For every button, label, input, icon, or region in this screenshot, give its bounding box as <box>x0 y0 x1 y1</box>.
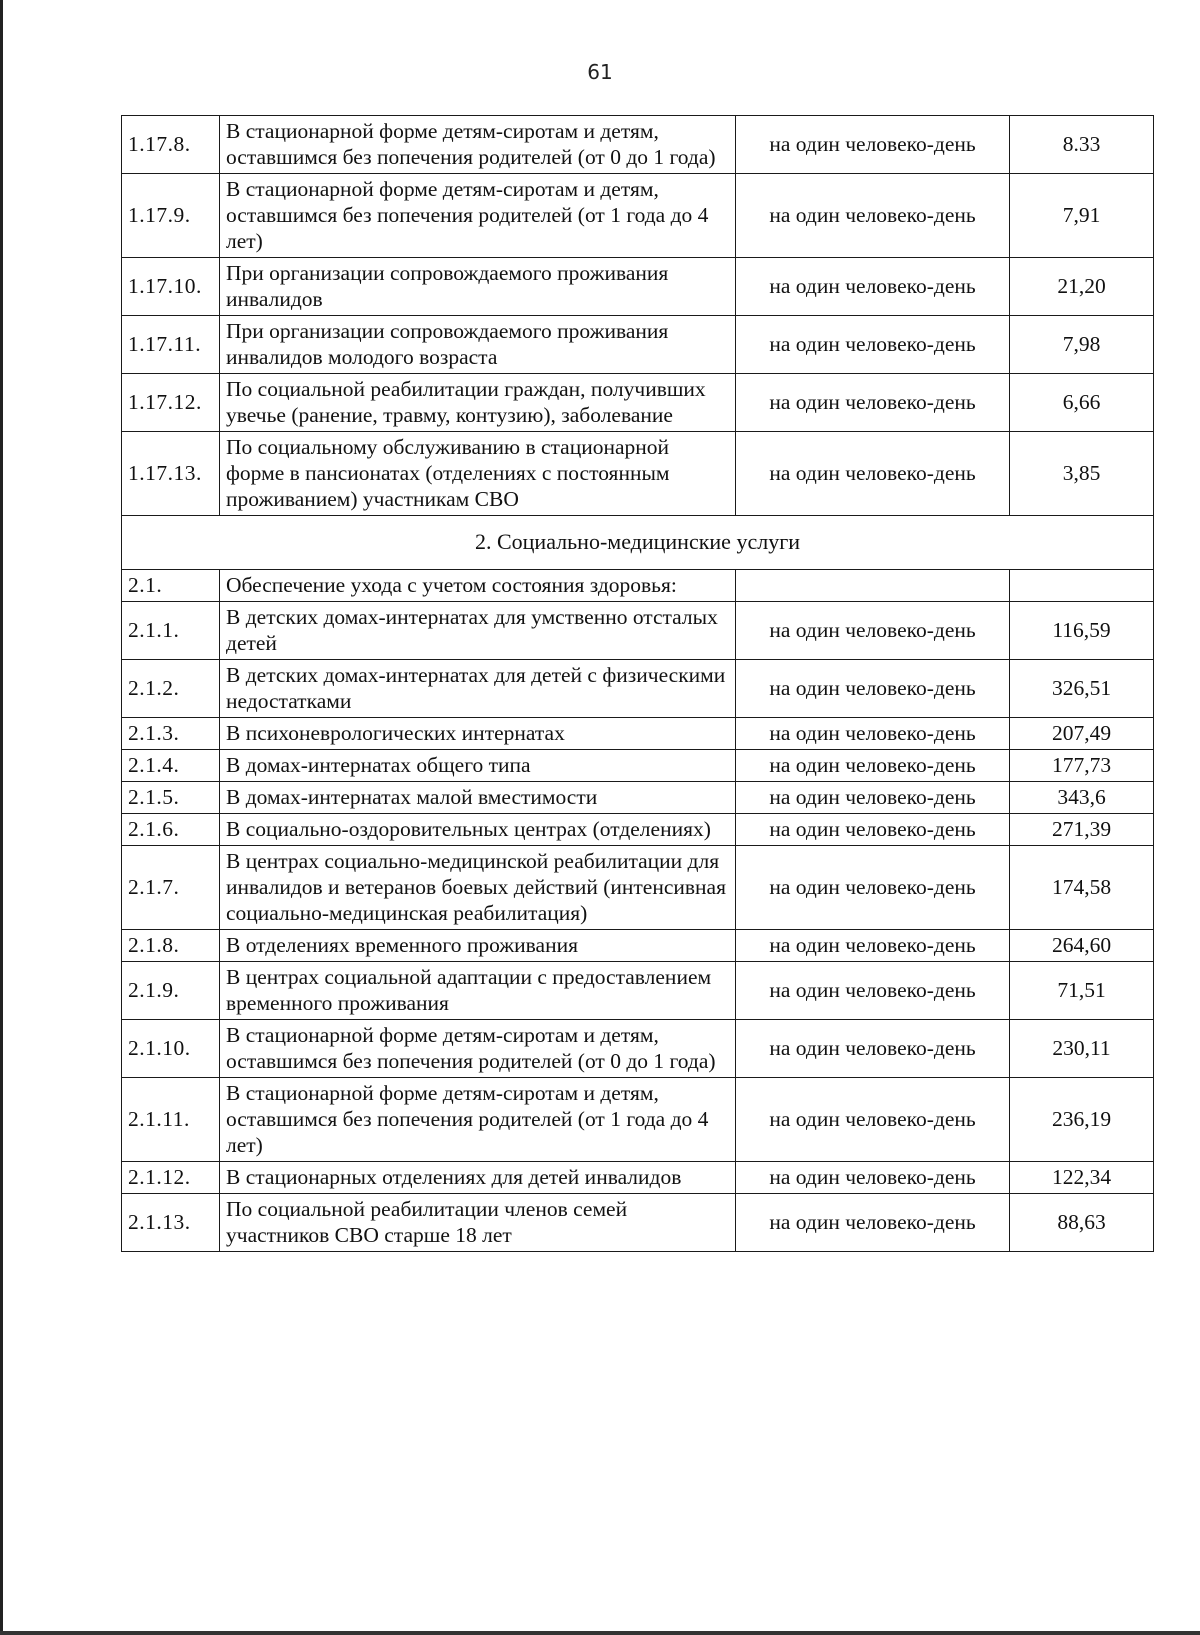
scan-left-edge <box>0 0 3 1635</box>
tariff-value: 122,34 <box>1010 1162 1154 1194</box>
item-number: 1.17.10. <box>122 258 220 316</box>
tariff-value: 264,60 <box>1010 930 1154 962</box>
table-row <box>122 316 1154 374</box>
page-number: 61 <box>587 60 613 84</box>
table-row <box>122 432 1154 516</box>
unit-of-measure: на один человеко-день <box>736 602 1010 660</box>
table-row <box>122 374 1154 432</box>
tariff-table-body <box>122 116 1154 1252</box>
unit-of-measure: на один человеко-день <box>736 258 1010 316</box>
table-row <box>122 1020 1154 1078</box>
item-number: 2.1. <box>122 570 220 602</box>
tariff-value: 174,58 <box>1010 846 1154 930</box>
service-name: В стационарных отделениях для детей инвалидов <box>220 1162 736 1194</box>
table-row <box>122 718 1154 750</box>
service-name: В отделениях временного проживания <box>220 930 736 962</box>
tariff-value: 326,51 <box>1010 660 1154 718</box>
item-number: 2.1.11. <box>122 1078 220 1162</box>
table-row <box>122 570 1154 602</box>
tariff-value: 230,11 <box>1010 1020 1154 1078</box>
service-name: В детских домах-интернатах для детей с физическими недостатками <box>220 660 736 718</box>
unit-of-measure: на один человеко-день <box>736 660 1010 718</box>
item-number: 2.1.3. <box>122 718 220 750</box>
service-name: В центрах социально-медицинской реабилитации для инвалидов и ветеранов боевых действий (интенсивная социально-медицинская реабилитация) <box>220 846 736 930</box>
table-row <box>122 782 1154 814</box>
table-row <box>122 1162 1154 1194</box>
item-number: 2.1.4. <box>122 750 220 782</box>
service-name: В центрах социальной адаптации с предоставлением временного проживания <box>220 962 736 1020</box>
tariff-value: 71,51 <box>1010 962 1154 1020</box>
tariff-value: 177,73 <box>1010 750 1154 782</box>
tariff-value: 207,49 <box>1010 718 1154 750</box>
unit-of-measure: на один человеко-день <box>736 1078 1010 1162</box>
service-name: При организации сопровождаемого проживания инвалидов молодого возраста <box>220 316 736 374</box>
table-row <box>122 116 1154 174</box>
tariff-value: 88,63 <box>1010 1194 1154 1252</box>
unit-of-measure: на один человеко-день <box>736 782 1010 814</box>
unit-of-measure: на один человеко-день <box>736 1020 1010 1078</box>
unit-of-measure: на один человеко-день <box>736 930 1010 962</box>
service-name: При организации сопровождаемого проживания инвалидов <box>220 258 736 316</box>
table-row <box>122 930 1154 962</box>
tariff-value: 3,85 <box>1010 432 1154 516</box>
unit-of-measure: на один человеко-день <box>736 718 1010 750</box>
unit-of-measure: на один человеко-день <box>736 962 1010 1020</box>
item-number: 1.17.11. <box>122 316 220 374</box>
section-header-row <box>122 516 1154 570</box>
item-number: 2.1.13. <box>122 1194 220 1252</box>
unit-of-measure: на один человеко-день <box>736 116 1010 174</box>
item-number: 1.17.12. <box>122 374 220 432</box>
item-number: 2.1.10. <box>122 1020 220 1078</box>
item-number: 2.1.9. <box>122 962 220 1020</box>
unit-of-measure <box>736 570 1010 602</box>
unit-of-measure: на один человеко-день <box>736 432 1010 516</box>
item-number: 2.1.12. <box>122 1162 220 1194</box>
service-name: В домах-интернатах общего типа <box>220 750 736 782</box>
service-name: По социальной реабилитации граждан, получивших увечье (ранение, травму, контузию), заболевание <box>220 374 736 432</box>
unit-of-measure: на один человеко-день <box>736 1162 1010 1194</box>
tariff-value <box>1010 570 1154 602</box>
service-name: В домах-интернатах малой вместимости <box>220 782 736 814</box>
tariff-table <box>121 115 1154 1252</box>
unit-of-measure: на один человеко-день <box>736 1194 1010 1252</box>
tariff-value: 6,66 <box>1010 374 1154 432</box>
tariff-value: 236,19 <box>1010 1078 1154 1162</box>
table-row <box>122 174 1154 258</box>
table-row <box>122 750 1154 782</box>
service-name: В детских домах-интернатах для умственно отсталых детей <box>220 602 736 660</box>
table-row <box>122 660 1154 718</box>
service-name: Обеспечение ухода с учетом состояния здоровья: <box>220 570 736 602</box>
item-number: 2.1.7. <box>122 846 220 930</box>
item-number: 2.1.1. <box>122 602 220 660</box>
unit-of-measure: на один человеко-день <box>736 316 1010 374</box>
tariff-value: 7,91 <box>1010 174 1154 258</box>
service-name: В психоневрологических интернатах <box>220 718 736 750</box>
item-number: 2.1.5. <box>122 782 220 814</box>
tariff-value: 116,59 <box>1010 602 1154 660</box>
table-row <box>122 602 1154 660</box>
service-name: По социальному обслуживанию в стационарной форме в пансионатах (отделениях с постоянным проживанием) участникам СВО <box>220 432 736 516</box>
tariff-value: 271,39 <box>1010 814 1154 846</box>
unit-of-measure: на один человеко-день <box>736 846 1010 930</box>
scan-bottom-edge <box>0 1631 1200 1635</box>
table-row <box>122 814 1154 846</box>
tariff-value: 8.33 <box>1010 116 1154 174</box>
table-row <box>122 962 1154 1020</box>
item-number: 2.1.2. <box>122 660 220 718</box>
item-number: 1.17.8. <box>122 116 220 174</box>
table-row <box>122 1194 1154 1252</box>
unit-of-measure: на один человеко-день <box>736 750 1010 782</box>
table-row <box>122 258 1154 316</box>
item-number: 2.1.8. <box>122 930 220 962</box>
table-row <box>122 1078 1154 1162</box>
tariff-value: 343,6 <box>1010 782 1154 814</box>
service-name: В стационарной форме детям-сиротам и детям, оставшимся без попечения родителей (от 0 до 1 года) <box>220 116 736 174</box>
tariff-value: 7,98 <box>1010 316 1154 374</box>
tariff-value: 21,20 <box>1010 258 1154 316</box>
item-number: 2.1.6. <box>122 814 220 846</box>
table-row <box>122 846 1154 930</box>
service-name: В стационарной форме детям-сиротам и детям, оставшимся без попечения родителей (от 1 года до 4 лет) <box>220 1078 736 1162</box>
unit-of-measure: на один человеко-день <box>736 374 1010 432</box>
service-name: В социально-оздоровительных центрах (отделениях) <box>220 814 736 846</box>
unit-of-measure: на один человеко-день <box>736 814 1010 846</box>
service-name: По социальной реабилитации членов семей участников СВО старше 18 лет <box>220 1194 736 1252</box>
service-name: В стационарной форме детям-сиротам и детям, оставшимся без попечения родителей (от 0 до 1 года) <box>220 1020 736 1078</box>
item-number: 1.17.13. <box>122 432 220 516</box>
unit-of-measure: на один человеко-день <box>736 174 1010 258</box>
section-title: 2. Социально-медицинские услуги <box>122 516 1154 570</box>
item-number: 1.17.9. <box>122 174 220 258</box>
service-name: В стационарной форме детям-сиротам и детям, оставшимся без попечения родителей (от 1 года до 4 лет) <box>220 174 736 258</box>
